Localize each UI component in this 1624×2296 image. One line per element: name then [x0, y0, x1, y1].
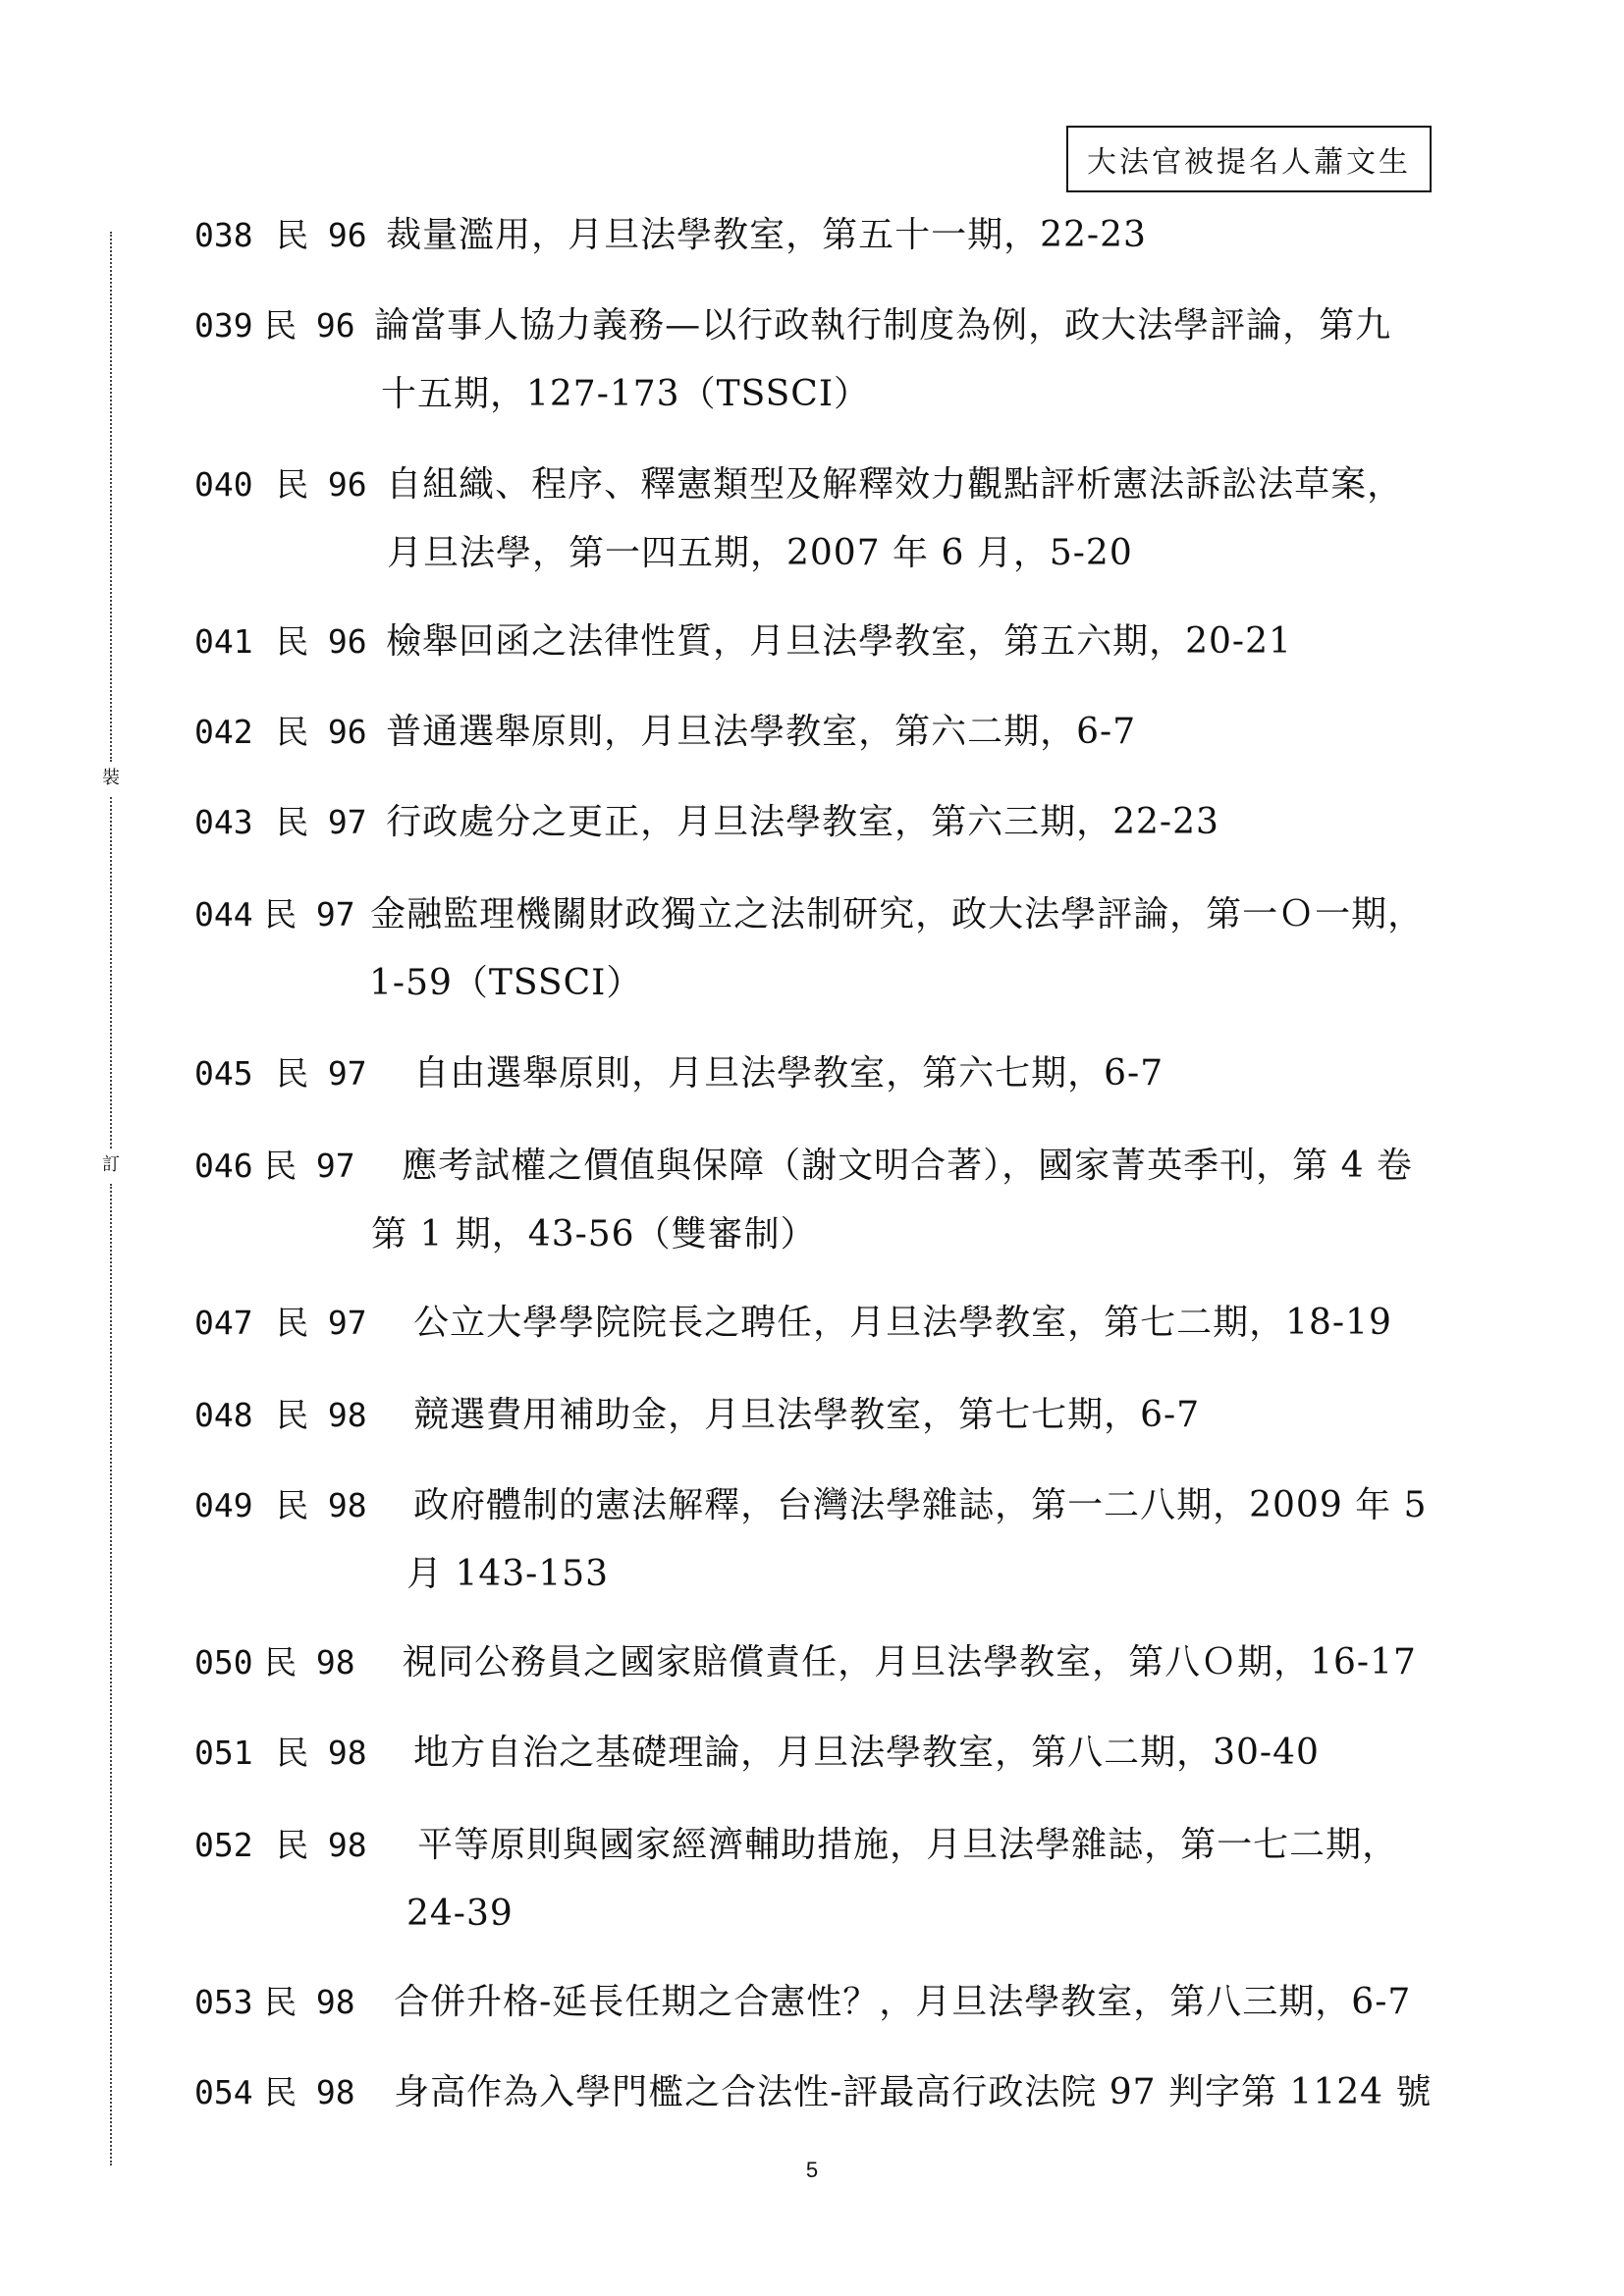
publication-entry-044: [194, 894, 1443, 1003]
entry-year: 民 96: [276, 216, 367, 254]
entry-year: 民 97: [276, 1304, 367, 1342]
entry-number: 053: [194, 1983, 253, 2021]
entry-citation: 平等原則與國家經濟輔助措施，月旦法學雜誌，第一七二期，: [417, 1825, 1399, 1865]
publication-entry-040: [194, 464, 1443, 573]
entry-citation: 應考試權之價值與保障（謝文明合著），國家菁英季刊，第 4 卷: [402, 1146, 1413, 1186]
entry-citation: 公立大學學院院長之聘任，月旦法學教室，第七二期，18-19: [413, 1303, 1392, 1343]
entry-year: 民 97: [264, 895, 355, 934]
entry-citation: 政府體制的憲法解釋，台灣法學雜誌，第一二八期，2009 年 5: [413, 1485, 1428, 1525]
entry-year: 民 96: [276, 465, 367, 504]
entry-number: 040: [194, 465, 253, 504]
entry-number: 039: [194, 306, 253, 345]
entry-citation: 地方自治之基礎理論，月旦法學教室，第八二期，30-40: [413, 1733, 1320, 1773]
binding-margin-line: [110, 232, 112, 762]
publication-entry-053: [194, 1982, 1443, 2022]
entry-number: 044: [194, 895, 253, 934]
entry-year: 民 98: [276, 1734, 367, 1772]
entry-citation: 金融監理機關財政獨立之法制研究，政大法學評論，第一Ｏ一期，: [370, 894, 1425, 934]
entry-citation: 競選費用補助金，月旦法學教室，第七七期，6-7: [413, 1395, 1201, 1435]
page-number: 5: [805, 2158, 819, 2182]
entry-number: 043: [194, 803, 253, 841]
entry-citation: 行政處分之更正，月旦法學教室，第六三期，22-23: [386, 802, 1219, 842]
publication-entry-054: [194, 2072, 1443, 2112]
entry-number: 047: [194, 1304, 253, 1342]
entry-number: 051: [194, 1734, 253, 1772]
nominee-header-text: 大法官被提名人蕭文生: [1087, 145, 1411, 180]
entry-citation-continued: 月 143-153: [406, 1554, 610, 1594]
entry-citation-continued: 第 1 期，43-56（雙審制）: [371, 1214, 817, 1255]
entry-year: 民 98: [276, 1396, 367, 1434]
entry-citation: 自組織、程序、釋憲類型及解釋效力觀點評析憲法訴訟法草案，: [386, 464, 1404, 505]
entry-year: 民 97: [264, 1147, 355, 1185]
publication-entry-041: [194, 621, 1443, 662]
entry-number: 046: [194, 1147, 253, 1185]
publication-entry-038: [194, 215, 1443, 255]
entry-number: 052: [194, 1826, 253, 1864]
entry-number: 048: [194, 1396, 253, 1434]
entry-citation: 檢舉回函之法律性質，月旦法學教室，第五六期，20-21: [386, 621, 1292, 662]
binding-margin-line: [110, 797, 112, 1148]
entry-year: 民 96: [264, 306, 355, 345]
entry-number: 050: [194, 1643, 253, 1682]
publication-entry-051: [194, 1735, 1443, 1771]
entry-citation: 自由選舉原則，月旦法學教室，第六七期，6-7: [413, 1053, 1164, 1094]
publication-entry-039: [194, 305, 1443, 414]
entry-year: 民 98: [264, 1983, 355, 2021]
entry-number: 038: [194, 216, 253, 254]
entry-citation: 普通選舉原則，月旦法學教室，第六二期，6-7: [386, 712, 1137, 752]
publication-entry-048: [194, 1395, 1443, 1435]
nominee-header-box: [1066, 126, 1432, 192]
entry-citation: 論當事人協力義務—以行政執行制度為例，政大法學評論，第九: [374, 305, 1392, 346]
entry-year: 民 97: [276, 803, 367, 841]
entry-year: 民 96: [276, 622, 367, 661]
publication-entry-042: [194, 712, 1443, 752]
entry-number: 041: [194, 622, 253, 661]
entry-citation: 裁量濫用，月旦法學教室，第五十一期，22-23: [386, 215, 1147, 255]
entry-number: 042: [194, 713, 253, 751]
entry-year: 民 97: [276, 1054, 367, 1093]
entry-number: 054: [194, 2073, 253, 2111]
entry-citation-continued: 月旦法學，第一四五期，2007 年 6 月，5-20: [387, 533, 1133, 573]
entry-year: 民 98: [264, 2073, 355, 2111]
entry-citation-continued: 24-39: [406, 1894, 514, 1934]
publication-entry-043: [194, 802, 1443, 842]
binding-label-bottom: 訂: [102, 1154, 120, 1175]
publication-entry-050: [194, 1642, 1443, 1682]
entry-citation: 身高作為入學門檻之合法性-評最高行政法院 97 判字第 1124 號: [394, 2072, 1433, 2112]
entry-citation-continued: 1-59（TSSCI）: [369, 963, 643, 1003]
entry-number: 045: [194, 1054, 253, 1093]
entry-year: 民 98: [276, 1486, 367, 1524]
entry-citation-continued: 十五期，127-173（TSSCI）: [381, 374, 871, 414]
publication-entry-052: [194, 1825, 1443, 1934]
entry-year: 民 98: [276, 1826, 367, 1864]
binding-label-top: 裝: [102, 768, 120, 788]
entry-year: 民 98: [264, 1643, 355, 1682]
entry-number: 049: [194, 1486, 253, 1524]
entry-citation: 合併升格-延長任期之合憲性？，月旦法學教室，第八三期，6-7: [394, 1982, 1412, 2022]
publication-entry-049: [194, 1485, 1443, 1594]
entry-year: 民 96: [276, 713, 367, 751]
publication-entry-045: [194, 1053, 1443, 1094]
entry-citation: 視同公務員之國家賠償責任，月旦法學教室，第八Ｏ期，16-17: [402, 1642, 1417, 1682]
publication-entry-046: [194, 1148, 1443, 1253]
publication-entry-047: [194, 1303, 1443, 1343]
binding-margin-line: [110, 1184, 112, 2165]
